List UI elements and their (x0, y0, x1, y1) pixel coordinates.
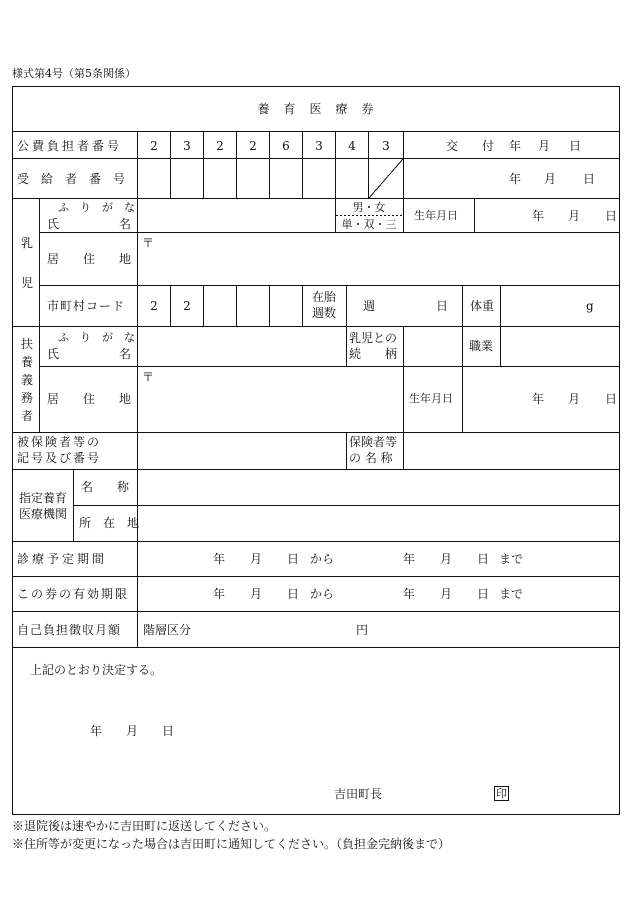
validity-from-month: 月 (250, 587, 263, 601)
institution-location-label: 所 在 地 (79, 516, 140, 530)
guardian-address-label: 居 住 地 (47, 392, 132, 406)
institution-label-2: 医療機関 (19, 507, 68, 521)
validity-from-year: 年 (213, 587, 226, 601)
form-title: 養 育 医 療 券 (257, 102, 375, 116)
decision-month: 月 (126, 724, 139, 738)
institution-label-1: 指定養育 (19, 491, 68, 505)
decision-text: 上記のとおり決定する。 (30, 663, 163, 677)
validity-period-label: この券の有効期限 (17, 587, 130, 601)
guardian-postal-mark: 〒 (142, 370, 155, 384)
treatment-period-label: 診療予定期間 (17, 552, 108, 566)
guardian-label-1: 扶 (21, 337, 34, 351)
note-return: ※退院後は速やかに吉田町に返送してください。 (12, 819, 277, 833)
recipient-month: 月 (544, 172, 557, 186)
gestation-day: 日 (436, 299, 449, 313)
occupation-label: 職業 (469, 339, 494, 353)
guardian-birth-month: 月 (568, 392, 581, 406)
decision-year: 年 (90, 724, 103, 738)
validity-until-day: 日 (477, 587, 490, 601)
payer-digit-6: 3 (315, 139, 323, 153)
relation-label-2: 続 柄 (349, 347, 398, 361)
gestation-label-1: 在胎 (311, 290, 337, 304)
weight-unit: g (586, 299, 594, 313)
infant-birth-month: 月 (568, 209, 581, 223)
insurer-label-1: 保険者等 (349, 435, 398, 449)
relation-label-1: 乳児との (349, 331, 398, 345)
gestation-week: 週 (363, 299, 376, 313)
payer-digit-3: 2 (216, 139, 224, 153)
guardian-birth-year: 年 (532, 392, 545, 406)
guardian-label-3: 義 (21, 373, 34, 387)
guardian-name-label: 氏 名 (47, 347, 132, 361)
validity-until-month: 月 (440, 587, 453, 601)
guardian-label-2: 養 (21, 355, 34, 369)
validity-until: まで (499, 587, 524, 601)
insurer-label-2: の 名 称 (349, 451, 393, 465)
municipal-digit-2: 2 (183, 299, 191, 313)
guardian-label-5: 者 (21, 409, 34, 423)
copay-yen: 円 (356, 623, 369, 637)
treatment-until-day: 日 (477, 552, 490, 566)
guardian-furigana-label: ふ り が な (58, 331, 135, 344)
payer-digit-5: 6 (282, 139, 290, 153)
infant-address-label: 居 住 地 (47, 252, 132, 266)
infant-birth-date-label: 生年月日 (414, 209, 458, 222)
infant-postal-mark: 〒 (142, 236, 155, 250)
validity-from: から (310, 587, 335, 601)
treatment-from-year: 年 (213, 552, 226, 566)
payer-digit-2: 3 (183, 139, 191, 153)
treatment-until-year: 年 (403, 552, 416, 566)
infant-label-1: 乳 (21, 236, 34, 250)
payer-digit-7: 4 (348, 139, 356, 153)
note-address-change: ※住所等が変更になった場合は吉田町に通知してください。（負担金完納後まで） (12, 837, 451, 851)
insured-number-label-2: 記号及び番号 (17, 451, 102, 465)
copay-class-label: 階層区分 (143, 623, 192, 637)
infant-furigana-label: ふ り が な (58, 201, 135, 214)
payer-number-label: 公費負担者番号 (17, 139, 123, 153)
infant-birth-year: 年 (532, 209, 545, 223)
municipal-code-label: 市町村コード (47, 299, 126, 313)
guardian-birth-day: 日 (605, 392, 618, 406)
issue-label: 交 付 (446, 139, 495, 153)
municipal-digit-1: 2 (150, 299, 158, 313)
infant-birth-type: 単・双・三 (341, 218, 397, 231)
treatment-from-month: 月 (250, 552, 263, 566)
issue-day: 日 (569, 139, 582, 153)
recipient-year: 年 (509, 172, 522, 186)
payer-digit-1: 2 (150, 139, 158, 153)
gestation-label-2: 週数 (311, 306, 337, 320)
seal-mark: 印 (496, 787, 507, 800)
insured-number-label-1: 被保険者等の (17, 435, 102, 449)
guardian-label-4: 務 (21, 391, 34, 405)
recipient-number-label: 受 給 者 番 号 (17, 172, 126, 186)
issue-year: 年 (509, 139, 522, 153)
payer-digit-4: 2 (249, 139, 257, 153)
mayor-title: 吉田町長 (334, 787, 383, 801)
copay-label: 自己負担徴収月額 (17, 623, 122, 637)
treatment-from-day: 日 (287, 552, 300, 566)
validity-until-year: 年 (403, 587, 416, 601)
infant-label-2: 児 (21, 276, 34, 290)
infant-sex: 男・女 (352, 201, 386, 214)
weight-label: 体重 (470, 299, 495, 313)
treatment-until-month: 月 (440, 552, 453, 566)
infant-name-label: 氏 名 (47, 217, 132, 231)
treatment-from: から (310, 552, 335, 566)
institution-name-label: 名 称 (81, 480, 130, 494)
form-number: 様式第4号（第5条関係） (12, 67, 136, 80)
validity-from-day: 日 (287, 587, 300, 601)
payer-digit-8: 3 (382, 139, 390, 153)
recipient-day: 日 (583, 172, 596, 186)
treatment-until: まで (499, 552, 524, 566)
infant-birth-day: 日 (605, 209, 618, 223)
issue-month: 月 (538, 139, 551, 153)
decision-day: 日 (162, 724, 175, 738)
guardian-birth-date-label: 生年月日 (409, 392, 453, 405)
